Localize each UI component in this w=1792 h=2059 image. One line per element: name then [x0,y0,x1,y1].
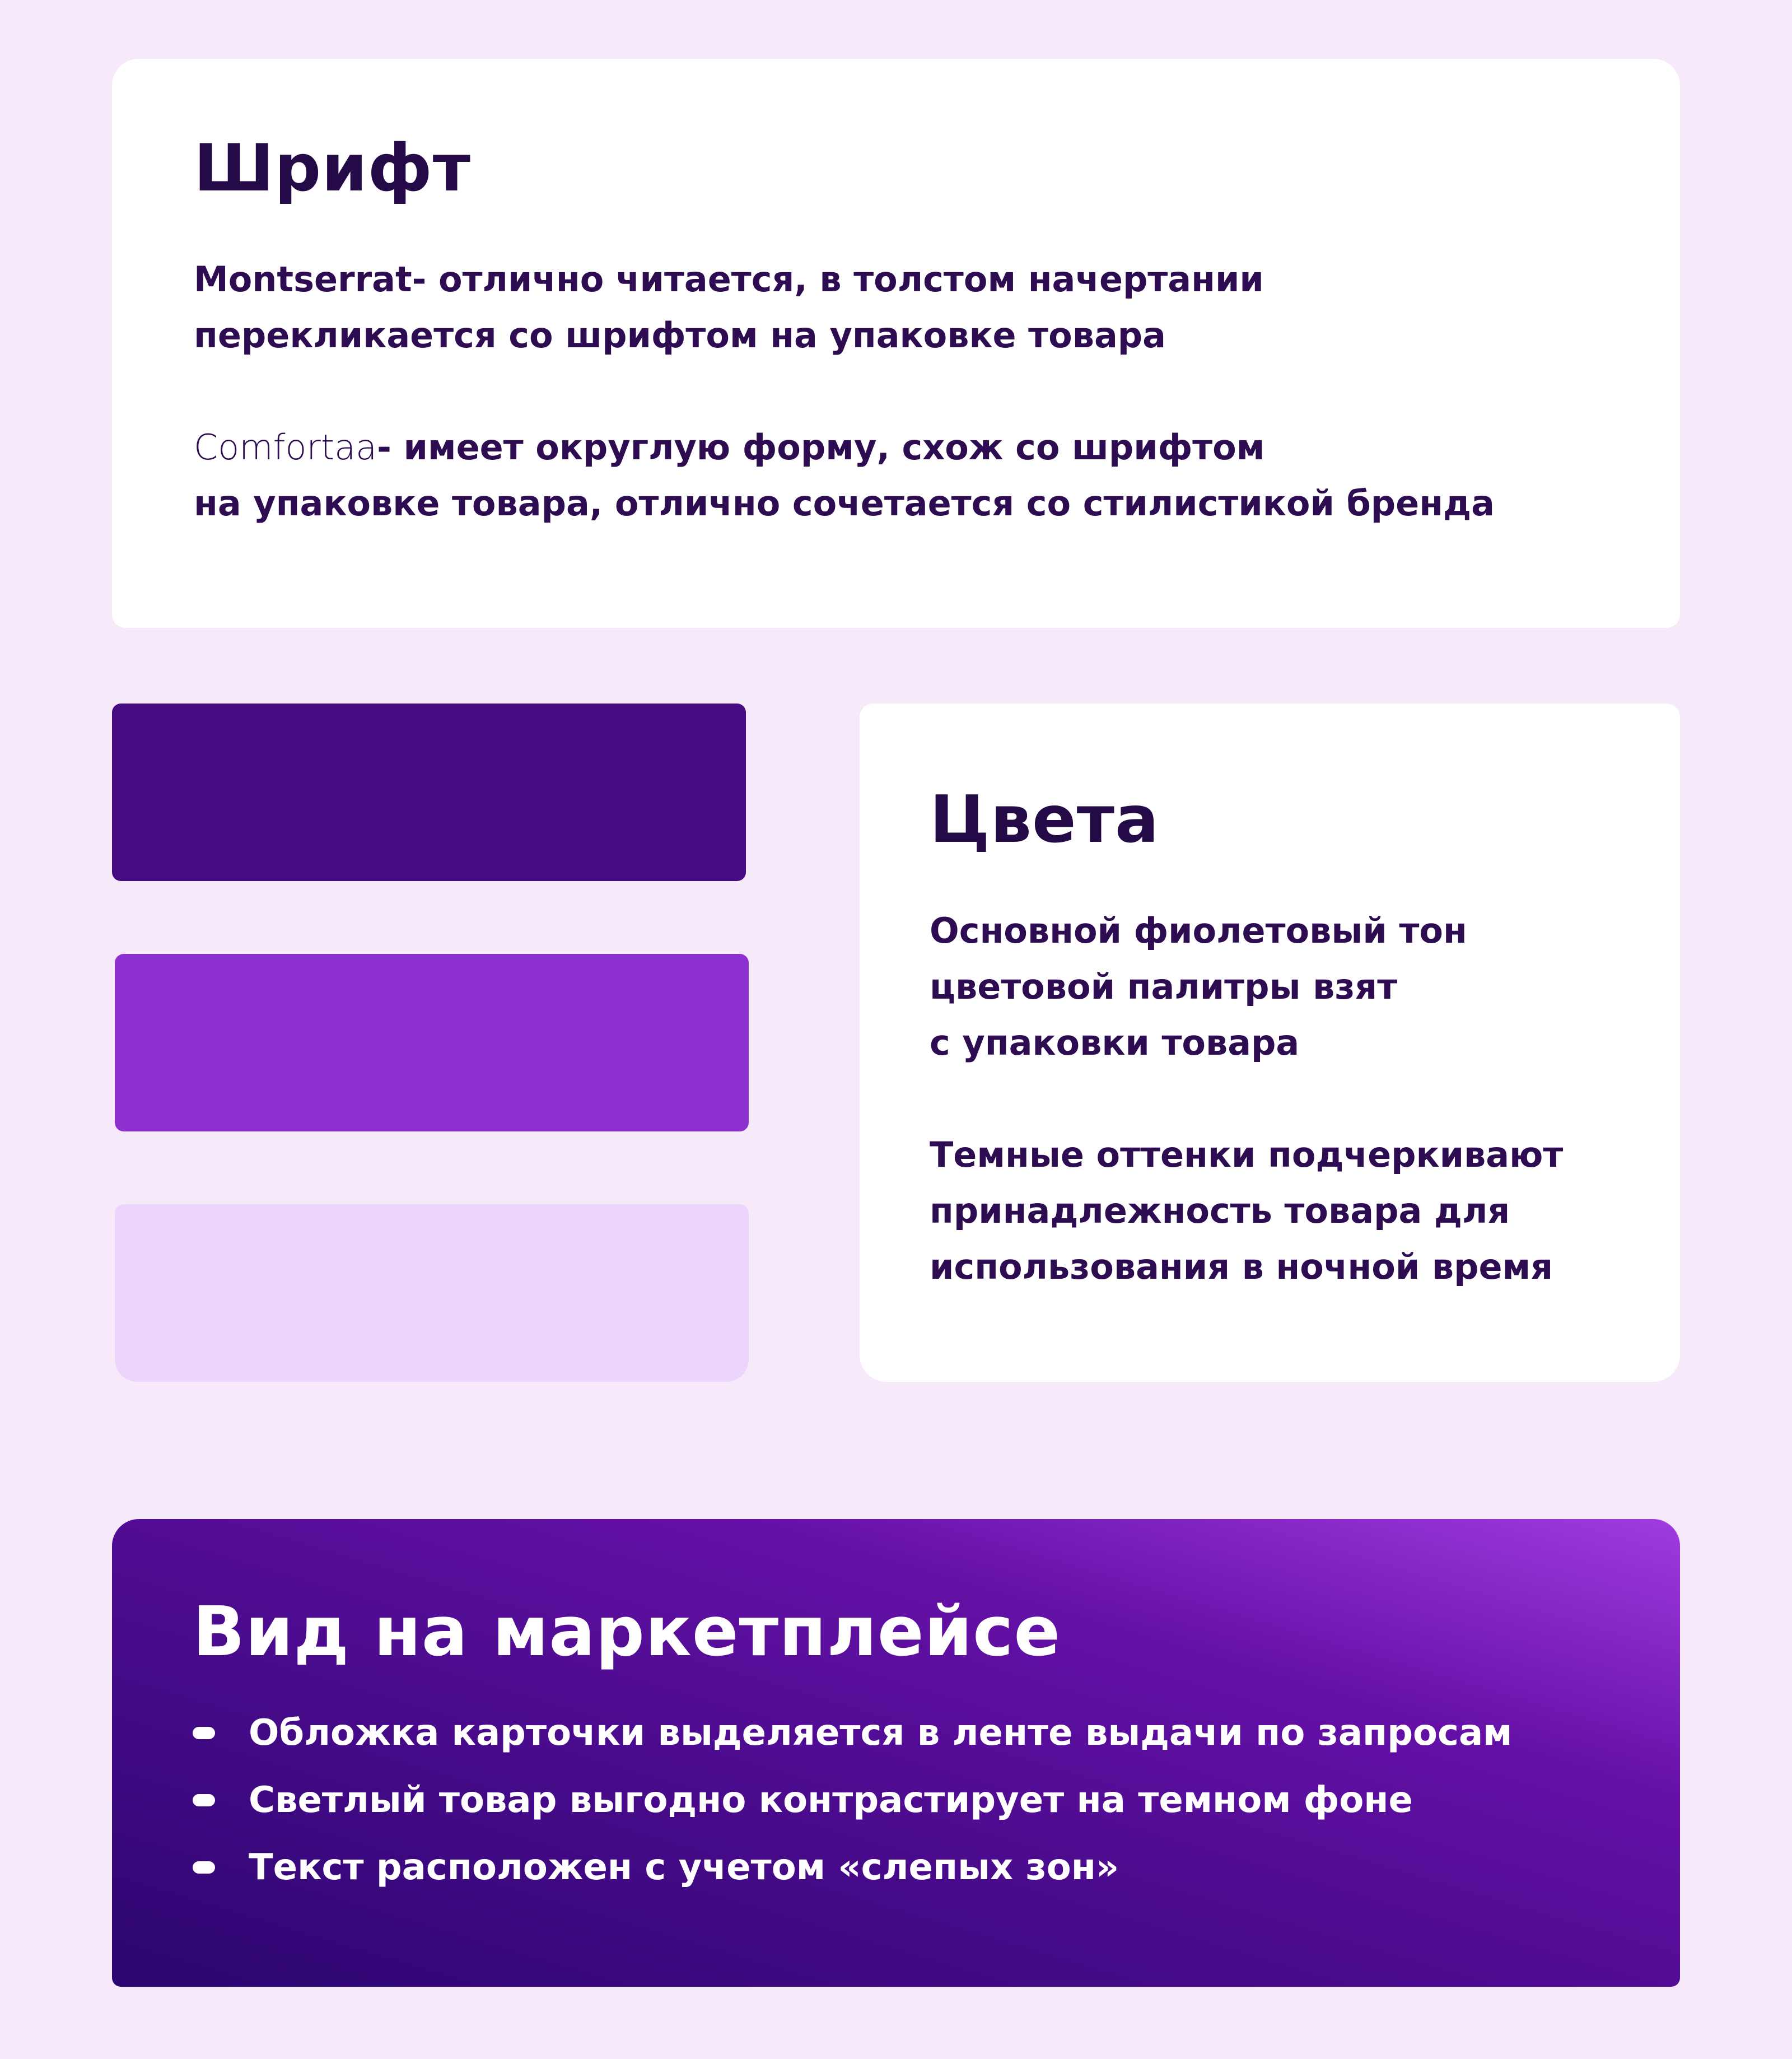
colors-section-title: Цвета [930,782,1160,858]
colors-p1-line3: с упаковки товара [930,1022,1300,1063]
color-swatch-dark-violet [112,704,746,881]
marketplace-card [112,1519,1680,1987]
list-item [193,1834,1680,1901]
colors-p1-line1: Основной фиолетовый тон [930,910,1467,951]
colors-card [860,704,1680,1382]
bullet-text: Обложка карточки выделяется в ленте выдачи по запросам [249,1712,1513,1754]
list-item [193,1767,1680,1834]
marketplace-bullet-list [193,1699,1680,1901]
montserrat-line1: - отлично читается, в толстом начертании [412,259,1264,300]
color-swatch-light-lavender [115,1204,749,1382]
montserrat-font-name: Montserrat [194,259,412,300]
colors-paragraph-1 [930,903,1680,1071]
bullet-text: Текст расположен с учетом «слепых зон» [249,1847,1119,1888]
bullet-dash-icon [193,1727,215,1739]
color-swatch-violet [115,954,749,1131]
colors-p2-line1: Темные оттенки подчеркивают [930,1134,1564,1175]
montserrat-description [194,251,1680,364]
colors-p2-line2: принадлежность товара для [930,1190,1510,1231]
colors-p2-line3: использования в ночной время [930,1246,1553,1287]
marketplace-section-title: Вид на маркетплейсе [193,1592,1061,1671]
comfortaa-font-name: Comfortaa [194,427,377,468]
bullet-dash-icon [193,1794,215,1806]
comfortaa-line2: на упаковке товара, отлично сочетается со стилистикой бренда [194,483,1495,524]
font-card [112,59,1680,628]
bullet-dash-icon [193,1861,215,1874]
colors-paragraph-2 [930,1127,1680,1295]
comfortaa-description [194,420,1680,532]
comfortaa-line1: - имеет округлую форму, схож со шрифтом [377,427,1265,468]
font-section-title: Шрифт [194,131,471,206]
bullet-text: Светлый товар выгодно контрастирует на темном фоне [249,1780,1413,1821]
montserrat-line2: перекликается со шрифтом на упаковке товара [194,315,1166,356]
colors-p1-line2: цветовой палитры взят [930,966,1398,1007]
list-item [193,1699,1680,1767]
